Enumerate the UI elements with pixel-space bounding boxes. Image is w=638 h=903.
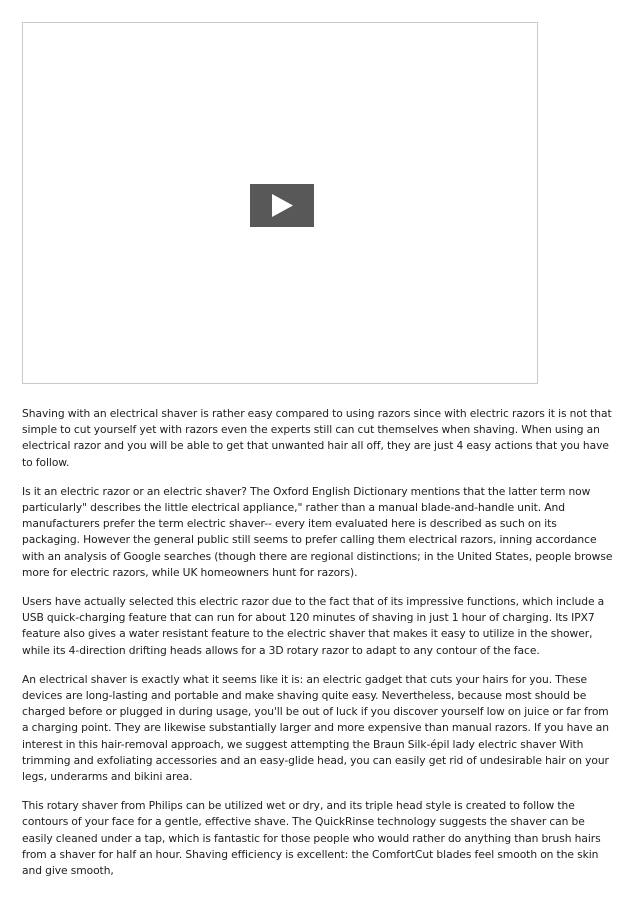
play-icon bbox=[250, 184, 314, 227]
paragraph-2: Is it an electric razor or an electric shaver? The Oxford English Dictionary mentions that the latter term now particularly" describes the little electrical appliance," rather than a manual blade-and-handle unit. And manufacturers prefer the term electric shaver-- every item evaluated here is described as such on its packaging. However the general public still seems to prefer calling them electrical razors, inning accordance with an analysis of Google searches (though there are regional distinctions; in the United States, people browse more for electric razors, while UK homeowners hunt for razors). bbox=[22, 484, 613, 579]
paragraph-1: Shaving with an electrical shaver is rather easy compared to using razors since with electric razors it is not that simple to cut yourself yet with razors even the experts still can cut themselves when shaving. When using an electrical razor and you will be able to get that unwanted hair all off, they are just 4 easy actions that you have to follow. bbox=[22, 407, 612, 469]
paragraph-4: An electrical shaver is exactly what it seems like it is: an electric gadget that cuts your hairs for you. These devices are long-lasting and portable and make shaving quite easy. Nevertheless, because most should be charged before or plugged in during usage, you'll be out of luck if you discover yourself low on juice or far from a charging point. They are likewise substantially larger and more expensive than manual razors. If you have an interest in this hair-removal approach, we suggest attempting the Braun Silk-épil lady electric shaver With trimming and exfoliating accessories and an easy-glide head, you can easily get rid of undesirable hair on your legs, underarms and bikini area. bbox=[22, 672, 610, 784]
video-player[interactable] bbox=[22, 22, 538, 384]
article-body bbox=[22, 406, 617, 892]
paragraph-5: This rotary shaver from Philips can be utilized wet or dry, and its triple head style is created to follow the contours of your face for a gentle, effective shave. The QuickRinse technology suggests the shaver can be easily cleaned under a tap, which is fantastic for those people who would rather do anything than brush hairs from a shaver for half an hour. Shaving efficiency is excellent: the ComfortCut blades feel smooth on the skin and give smooth, bbox=[22, 799, 601, 878]
play-button[interactable] bbox=[250, 184, 314, 227]
paragraph-3: Users have actually selected this electric razor due to the fact that of its impressive functions, which include a USB quick-charging feature that can run for about 120 minutes of shaving in just 1 hour of charging. Its IPX7 feature also gives a water resistant feature to the electric shaver that makes it easy to utilize in the shower, while its 4-direction drifting heads allows for a 3D rotary razor to adapt to any contour of the face. bbox=[22, 595, 605, 657]
